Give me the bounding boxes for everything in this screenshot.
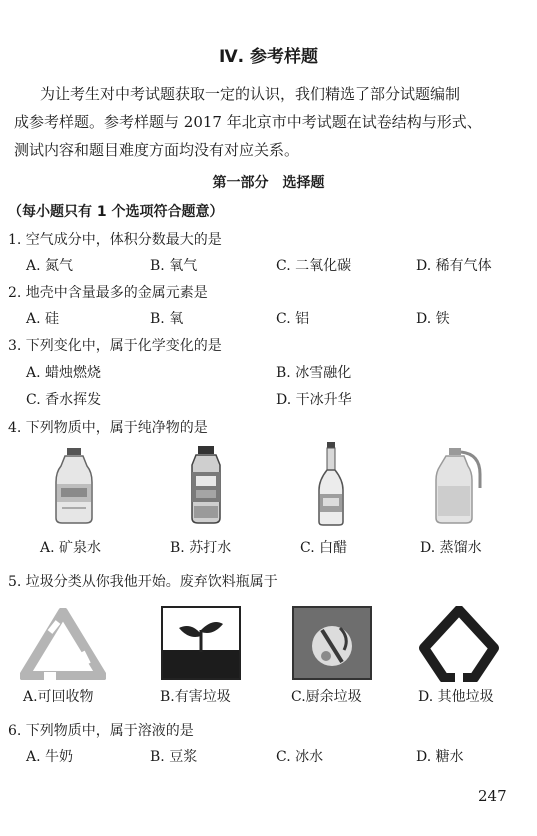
question-1-option-b: B. 氧气 bbox=[150, 258, 198, 274]
question-6-stem: 6. 下列物质中，属于溶液的是 bbox=[8, 723, 194, 739]
intro-line-2: 成参考样题。参考样题与 2017 年北京市中考试题在试卷结构与形式、 bbox=[14, 113, 482, 131]
question-1-option-a: A. 氮气 bbox=[26, 258, 74, 274]
question-6-option-b: B. 豆浆 bbox=[150, 749, 198, 765]
question-5-option-c: C.厨余垃圾 bbox=[291, 689, 362, 705]
section-heading: 第一部分 选择题 bbox=[212, 175, 325, 191]
intro-line-1: 为让考生对中考试题获取一定的认识，我们精选了部分试题编制 bbox=[40, 85, 461, 103]
question-3-option-c: C. 香水挥发 bbox=[26, 392, 102, 408]
question-4-stem: 4. 下列物质中，属于纯净物的是 bbox=[8, 420, 208, 436]
question-5-option-b: B.有害垃圾 bbox=[160, 689, 231, 705]
question-2-option-d: D. 铁 bbox=[416, 311, 450, 327]
question-2-option-b: B. 氧 bbox=[150, 311, 184, 327]
question-4-option-d: D. 蒸馏水 bbox=[420, 540, 482, 556]
mineral-water-bottle-image bbox=[52, 448, 98, 524]
question-1-option-d: D. 稀有气体 bbox=[416, 258, 492, 274]
question-6-option-c: C. 冰水 bbox=[276, 749, 324, 765]
question-6-option-d: D. 糖水 bbox=[416, 749, 464, 765]
soda-water-bottle-image bbox=[184, 446, 228, 524]
question-2-option-c: C. 铝 bbox=[276, 311, 310, 327]
white-vinegar-bottle-image bbox=[314, 442, 348, 526]
question-2-stem: 2. 地壳中含量最多的金属元素是 bbox=[8, 285, 208, 301]
question-1-option-c: C. 二氧化碳 bbox=[276, 258, 352, 274]
question-4-option-b: B. 苏打水 bbox=[170, 540, 232, 556]
question-4-option-c: C. 白醋 bbox=[300, 540, 348, 556]
question-3-option-d: D. 干冰升华 bbox=[276, 392, 352, 408]
instruction-note: （每小题只有 1 个选项符合题意） bbox=[8, 204, 224, 220]
page-number: 247 bbox=[478, 787, 507, 805]
question-3-option-a: A. 蜡烛燃烧 bbox=[26, 365, 102, 381]
hazardous-waste-icon bbox=[161, 606, 241, 680]
kitchen-waste-icon bbox=[292, 606, 372, 680]
question-5-option-a: A.可回收物 bbox=[23, 689, 94, 705]
question-5-option-d: D. 其他垃圾 bbox=[418, 689, 494, 705]
question-3-stem: 3. 下列变化中，属于化学变化的是 bbox=[8, 338, 222, 354]
question-5-stem: 5. 垃圾分类从你我他开始。废弃饮料瓶属于 bbox=[8, 574, 278, 590]
recyclable-icon bbox=[20, 608, 106, 680]
question-3-option-b: B. 冰雪融化 bbox=[276, 365, 352, 381]
intro-line-3: 测试内容和题目难度方面均没有对应关系。 bbox=[14, 141, 300, 159]
distilled-water-bottle-image bbox=[434, 448, 486, 524]
page-title: Ⅳ. 参考样题 bbox=[218, 47, 319, 67]
question-1-stem: 1. 空气成分中，体积分数最大的是 bbox=[8, 232, 222, 248]
question-6-option-a: A. 牛奶 bbox=[26, 749, 74, 765]
question-4-option-a: A. 矿泉水 bbox=[40, 540, 102, 556]
other-waste-icon bbox=[418, 606, 500, 682]
question-2-option-a: A. 硅 bbox=[26, 311, 60, 327]
